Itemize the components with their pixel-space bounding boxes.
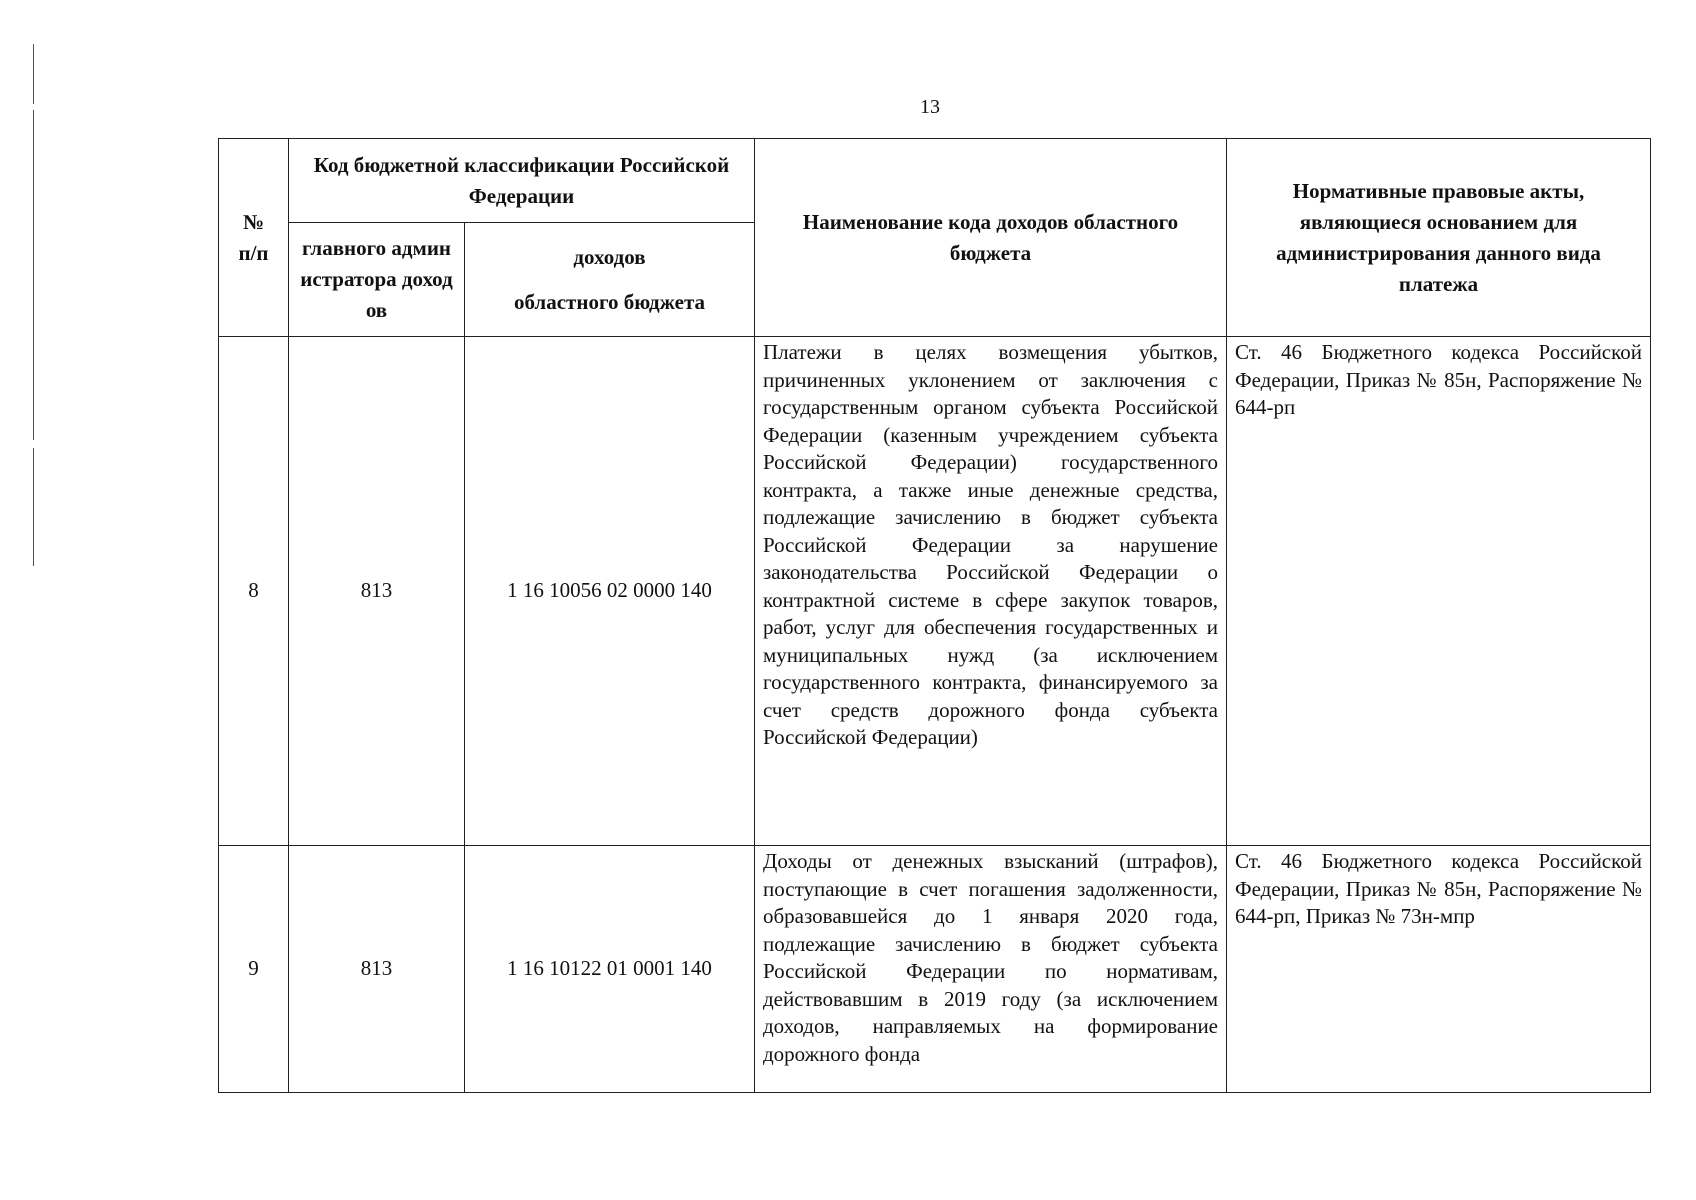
- budget-classification-table: [218, 138, 1651, 1093]
- row-legal-acts: Ст. 46 Бюджетного кодекса Российской Федерации, Приказ № 85н, Распоряжение № 644-рп, Приказ № 73н-мпр: [1227, 846, 1651, 1093]
- header-income-code-line1: доходов: [573, 244, 646, 269]
- row-income-code: 1 16 10056 02 0000 140: [465, 337, 755, 846]
- row-income-name: Платежи в целях возмещения убытков, причиненных уклонением от заключения с государственным органом субъекта Российской Федерации (казенным учреждением субъекта Российской Федерации) государственного контракта, а также иные денежные средства, подлежащие зачислению в бюджет субъекта Российской Федерации за нарушение законодательства Российской Федерации о контрактной системе в сфере закупок товаров, работ, услуг для обеспечения государственных и муниципальных нужд (за исключением государственного контракта, финансируемого за счет средств дорожного фонда субъекта Российской Федерации): [755, 337, 1227, 846]
- header-num-line1: №: [242, 209, 265, 234]
- header-row-top: [219, 139, 1651, 223]
- header-acts: Нормативные правовые акты, являющиеся основанием для администрирования данного вида платежа: [1227, 139, 1651, 337]
- header-name: Наименование кода доходов областного бюджета: [755, 139, 1227, 337]
- row-admin-code: 813: [289, 337, 465, 846]
- row-admin-code: 813: [289, 846, 465, 1093]
- table-row: [219, 337, 1651, 846]
- page-number: 13: [920, 96, 940, 118]
- table-row: [219, 846, 1651, 1093]
- row-legal-acts: Ст. 46 Бюджетного кодекса Российской Федерации, Приказ № 85н, Распоряжение № 644-рп: [1227, 337, 1651, 846]
- header-num: [219, 139, 289, 337]
- header-income-code: [465, 223, 755, 337]
- row-num: 9: [219, 846, 289, 1093]
- row-income-code: 1 16 10122 01 0001 140: [465, 846, 755, 1093]
- row-income-name: Доходы от денежных взысканий (штрафов), поступающие в счет погашения задолженности, образовавшейся до 1 января 2020 года, подлежащие зачислению в бюджет субъекта Российской Федерации по нормативам, действовавшим в 2019 году (за исключением доходов, направляемых на формирование дорожного фонда: [763, 849, 1218, 1066]
- header-code-group: Код бюджетной классификации Российской Федерации: [289, 139, 755, 223]
- row-num: 8: [219, 337, 289, 846]
- margin-mark-top: [33, 44, 34, 104]
- header-admin-code: главного администратора доходов: [289, 223, 465, 337]
- margin-mark-bottom: [33, 448, 34, 566]
- margin-mark-middle: [33, 110, 34, 440]
- header-num-line2: п/п: [238, 240, 269, 265]
- header-income-code-line2: областного бюджета: [513, 289, 706, 314]
- row-income-name-cell: [755, 846, 1227, 1093]
